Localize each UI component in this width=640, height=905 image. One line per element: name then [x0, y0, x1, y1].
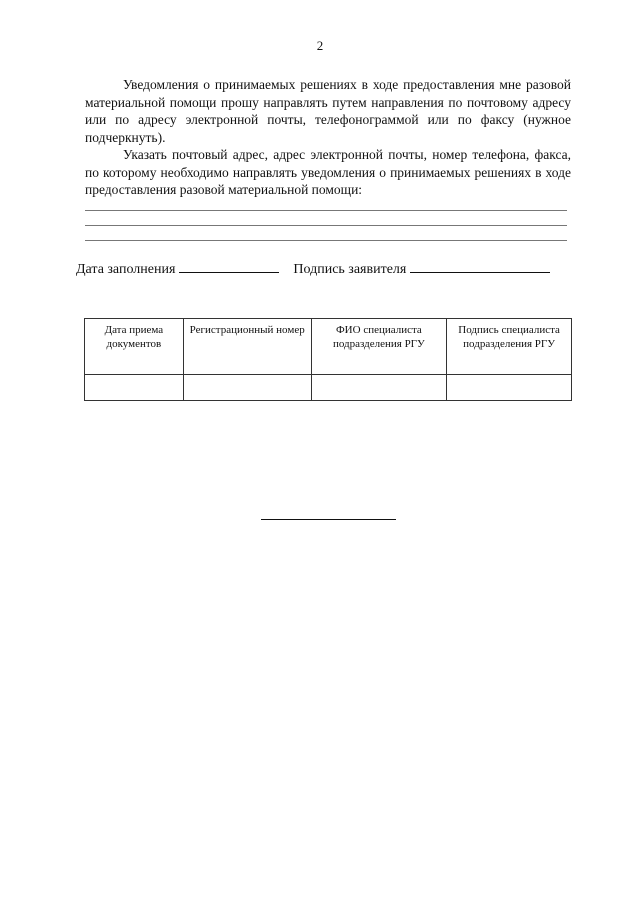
applicant-signature-field[interactable]: [410, 258, 550, 273]
cell-specialist-name[interactable]: [311, 375, 447, 401]
header-specialist-name: ФИО специалиста подразделения РГУ: [311, 319, 447, 375]
table-row: [85, 375, 572, 401]
signature-row: [76, 258, 576, 278]
address-fill-line-3[interactable]: [85, 240, 567, 241]
header-specialist-signature: Подпись специалиста подразделения РГУ: [447, 319, 572, 375]
table-header-row: [85, 319, 572, 375]
notification-paragraph: Уведомления о принимаемых решениях в ходе предоставления мне разовой материальной помощи прошу направлять путем направления по почтовому адресу или по адресу электронной почты, телефонограммой или по факсу (нужное подчеркнуть).: [85, 77, 571, 145]
document-end-rule: [261, 519, 396, 520]
fill-date-label: Дата заполнения: [76, 262, 176, 277]
registration-table: [84, 318, 572, 401]
fill-date-field[interactable]: [179, 258, 279, 273]
header-registration-number: Регистрационный номер: [183, 319, 311, 375]
applicant-signature-label: Подпись заявителя: [293, 262, 407, 277]
address-fill-line-2[interactable]: [85, 225, 567, 226]
page-number: 2: [316, 38, 324, 53]
cell-specialist-signature[interactable]: [447, 375, 572, 401]
header-receipt-date: Дата приема документов: [85, 319, 184, 375]
address-fill-line-1[interactable]: [85, 210, 567, 211]
address-request-paragraph: Указать почтовый адрес, адрес электронной почты, номер телефона, факса, по которому необходимо направлять уведомления о принимаемых решениях в ходе предоставления разовой материальной помощи:: [85, 147, 571, 197]
cell-receipt-date[interactable]: [85, 375, 184, 401]
cell-registration-number[interactable]: [183, 375, 311, 401]
